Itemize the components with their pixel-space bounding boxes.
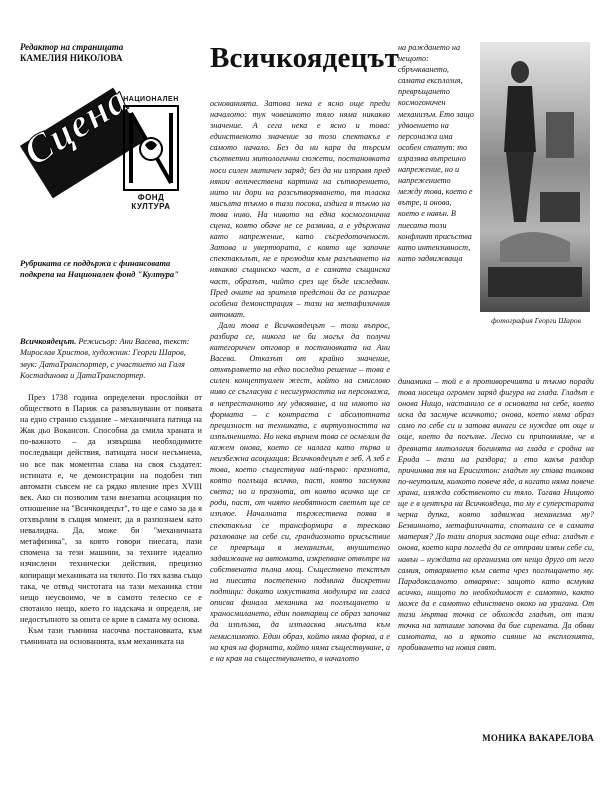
fund-logo-bottom1: ФОНД [137,193,165,202]
page-editor-block [20,42,200,64]
col2-paragraph-1: основанията. Затова нека е ясно още преди началото: тук човешкото тяло няма никакво значение. А сега нека е ясно и това: единственото значение за този спектакъл е самото начало. Без да ни кара да търсим съответни митологични сюжети, постановката носи силен митичен заряд; без да ни изправя пред някои величествена картина на сътворението, нито ни дори на разсътворяването, тя тласка мисълта тъкмо в тази посока, издига я тъкмо на това ниво. На нивото на една космогонична сцена, която обаче не се развива, а е удържана като напрежение, като съсредоточеност. Затова и увертюрата, с която ще започне спектакълът, не е прелюдия към разгъването на някакво същинско част, а е самата същинска част, образът, чийто срез ще бъде изследван. Пред очите на зрителя предстои да се разиграе особена демонстрация – тази на метафизичния автомат. [210,99,390,319]
fund-logo-bottom2: КУЛТУРА [131,202,171,211]
fund-logo-top: НАЦИОНАЛЕН [123,96,179,103]
article-column-3-top: на раждането на нещото: сбръчкването, самата експлозия, превръщането космогоничен механизъм. Ето защо удвоението на персонажа има особен статут: то изразява вътрешно напрежение, но и напрежението между това, което е вътре, и онова, което е навън. В пиесата този конфликт присъства като интензивност, като задвижваща [398,43,474,263]
play-name: Всичкоядецът. [20,337,77,346]
play-credits [20,336,202,382]
article-title: Всичкоядецът [210,42,400,74]
article-column-3-bottom: динамика – той е в противоречията и тъкмо поради това носеща огромен заряд фигура на глада. Гладът е онова Нищо, настанило се в основата на себе, което иска да засмуче всичкото; онова, което няма образ само по себе си и затова винаги се нуждае от още и още, което да погълне. Лесно си припомняме, че в древната митология богинята на глада е сродна на Ерида – тази на раздора; и ето какъв раздор причинява тя на Ерисихтон: гладът му става толкова по-неутолим, колкото повече яде, а когато няма повече храна, изяжда собственото си тяло. Тогава Нищото ще е в центъра на Всичкоядеца, то му е суперстарата черна дупка, която задвижва механизма му? Безвинното, метафизичната, спотаила се в самата материя? До тази апория застава още една: гладът е онова, което кара погледа да се отправи извън себе си, навън – нуждата на организма от нещо друго от него самия, отварянето към света чрез поглъщането му. Парадоксалното отваряне: защото като всмуква всичко, нищото по необходимост е самотно, както може да е самотно единствено ококо на урагана. От тази мъртва точка се обхожда гладът, от тази точка на затишие започва да бие сирената. Да обяви самотата, но и яркото сияние на експлозията, пробиването на новия свят. [398,377,594,653]
article-column-2 [210,98,390,664]
col1-paragraph-1: През 1738 година определени прослойки от обществото в Париж са развълнувани от появата на едно странно създание – механичната патица на Жак дьо Вокансон. Способна да смила храната и по-важното – да извършва необходимите последващи действия, патицата носи несъмнена, но все пак моментна слава на своя създател: истината е, че демонстрации на подобен тип автомати съвсем не са рядко явление през XVIII век. Ако си позволим тази внезапна асоциация по отношение на "Всичкоядецът", то ще е само за да я отхвърлим в същия момент, да я разпознаем като невалидна. Да, може би "механичната метафизика", за която говори пиесата, пази спомена за тези машини, за техните идеално изчислени технически действия, прецизно копиращи механиката на тялото. По тях казва също така, че отвъд чистотата на тази механика стои нещо неусвоимо, че в самото телесно се е спотаило нещо, което го надскача и определя, не недостъпното за опита се крие в самата му основа. [20,393,202,624]
fund-logo-emblem [123,105,179,191]
credits-text: Режисьор: Ани Васева, текст: Мирослав Христов, художник: Георги Шаров, звук: ДатаТранспортер, с участието на Галя Костадинова и ДатаТранспортер. [20,337,190,381]
photo-figures-image [480,42,590,312]
support-note: Рубриката се поддържа с финансовата подкрепа на Национален фонд "Култура" [20,258,179,279]
fund-logo [120,96,182,226]
editor-name: КАМЕЛИЯ НИКОЛОВА [20,53,123,63]
fund-emblem-icon [125,107,177,189]
col2-paragraph-2: Дали това е Всичкоядецът – този въпрос, разбира се, никога не би могъл да получи категоричен отговор в постановката на Ани Васева. Отказът от крайно значение, отхвърлянето на едно последно решение – това е силен концептуален жест, който на смислово ниво се съгласува с несигурността на персонажа, в непрестанното му удвояване, а на нивото на формата – с контраста с абсолютната прецизност на техниката, с виртуозността на изпълнението. Но нека върнем това се осмелим да кажем онова, което се налага като първа и неизбежна асоциация: Всичкоядецът е зеб. А зеб е това, което съществува най-първо: празнота, която поглъща всичко, паст, която засмуква света; но и празнота, от която всичко ще се роди, паст, от чиято необятност светът ще се изплюе. Началната тържествена поява в спектакъла се трансформира в трескаво разлюване на себе си, грандиозното присъствие се превръща в механизъм, внушително задвижване на автомата, изкрепване отвътре на собствената пълна мощ. Съществено текстът на пиесата постепенно подмина дискретни подтици: докато изкуствата модулира на гласа описва финала механика на поглъщането и храносмилането, един повтарящ се образ започва да изплъзва, да изтласква мисълта към немислимото. Един образ, който няма форма, а е на края на формата, който няма съществуване, а е на края на съществуването, в началото [210,320,390,663]
article-column-1 [20,392,202,647]
col1-paragraph-2: Към тази тъмнина насочва постановката, към тъмнината на основанията, към механиката на [20,625,202,647]
article-author: МОНИКА ВАКАРЕЛОВА [482,733,594,743]
editor-label: Редактор на страницата [20,42,124,52]
photo-caption: фотография Георги Шаров [491,316,581,325]
section-logo-text: Сцена [15,75,136,175]
performance-photo [480,42,590,312]
